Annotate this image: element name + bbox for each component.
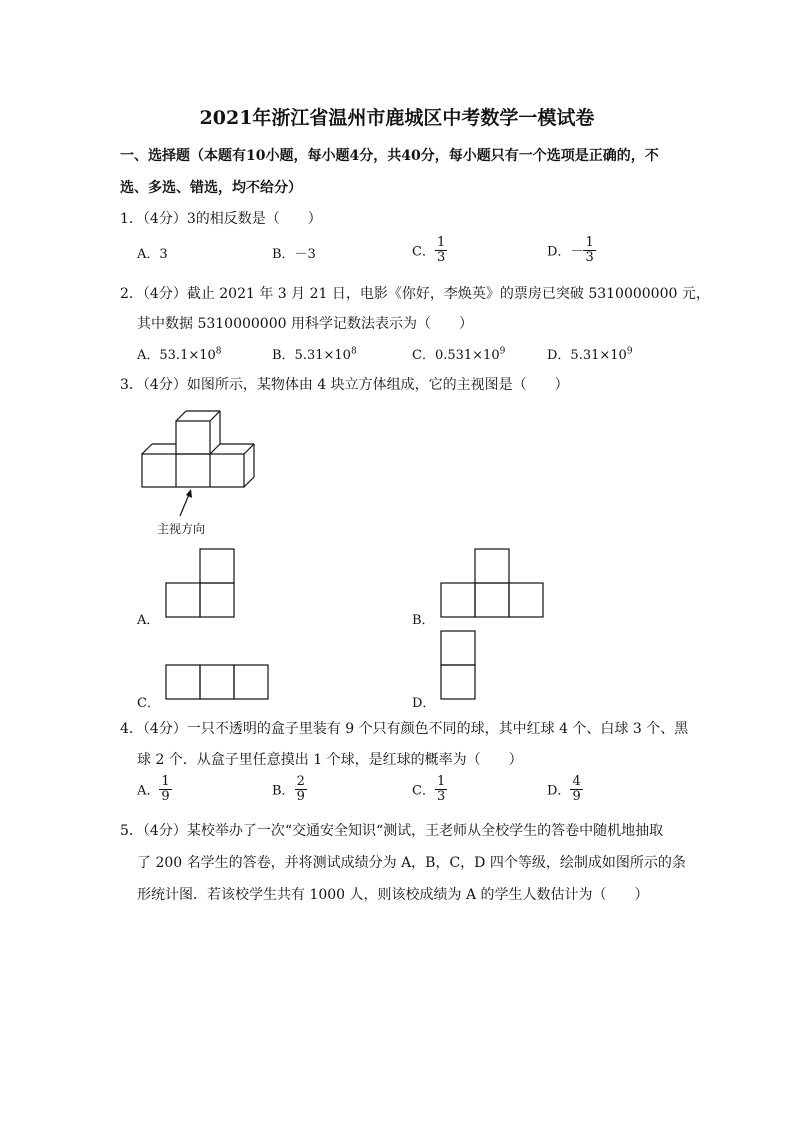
- q1-option-d-label: D．－: [547, 244, 584, 260]
- q4-option-b: [272, 775, 307, 803]
- q4-option-c: [412, 775, 447, 803]
- fraction-numerator: 4: [572, 774, 581, 789]
- exponent: 8: [350, 346, 357, 357]
- q4-option-b-label: B．: [272, 783, 295, 799]
- fraction-denominator: 3: [585, 249, 594, 265]
- q5-line1: 5．（4分）某校举办了一次“交通安全知识“测试，王老师从全校学生的答卷中随机地抽取: [120, 823, 664, 839]
- q4-line1: 4．（4分）一只不透明的盒子里装有 9 个只有颜色不同的球，其中红球 4 个、白球 3 个、黑: [120, 721, 689, 737]
- q1-stem: 1．（4分）3的相反数是（ ）: [120, 211, 322, 227]
- exponent: 9: [626, 346, 633, 357]
- q3-option-c-figure: [165, 664, 271, 702]
- q1-option-c: [412, 236, 447, 264]
- q3-option-c-label: C．: [137, 696, 160, 711]
- q1-option-a: A．3: [137, 247, 168, 262]
- q1-option-c-label: C．: [412, 244, 435, 260]
- exam-title: 2021年浙江省温州市鹿城区中考数学一模试卷: [199, 107, 595, 129]
- q2-option-d-text: D．5.31×10: [547, 348, 627, 363]
- q4-option-a-label: A．: [137, 783, 160, 799]
- q4-option-d-fraction: [570, 775, 582, 803]
- q4-option-b-fraction: [295, 775, 307, 803]
- fraction-numerator: 1: [436, 235, 446, 250]
- view-direction-arrow-icon: [176, 488, 196, 518]
- q3-option-b-figure: [440, 548, 546, 620]
- q3-option-a-figure: [165, 548, 237, 620]
- fraction-numerator: 1: [161, 774, 170, 789]
- q3-stem: 3．（4分）如图所示，某物体由 4 块立方体组成，它的主视图是（ ）: [120, 377, 569, 393]
- fraction-denominator: 9: [572, 788, 581, 804]
- q1-option-d: [547, 236, 596, 264]
- q4-option-c-fraction: [435, 775, 447, 803]
- q1-option-c-fraction: [435, 236, 447, 264]
- q2-line2: 其中数据 5310000000 用科学记数法表示为（ ）: [137, 316, 473, 332]
- fraction-numerator: 1: [436, 774, 446, 789]
- q3-option-d-label: D．: [412, 696, 436, 711]
- q2-option-a-text: A．53.1×10: [137, 348, 216, 363]
- q4-option-a: [137, 775, 172, 803]
- section-heading-line1: 一、选择题（本题有10小题，每小题4分，共40分，每小题只有一个选项是正确的，不: [120, 148, 659, 164]
- fraction-denominator: 3: [436, 249, 446, 265]
- fraction-denominator: 9: [296, 788, 305, 804]
- cube-solid-figure: [140, 405, 265, 495]
- q3-option-d-figure: [440, 630, 478, 702]
- section-heading-line2: 选、多选、错选，均不给分）: [120, 180, 302, 196]
- fraction-numerator: 1: [585, 235, 594, 250]
- fraction-numerator: 2: [296, 774, 305, 789]
- q2-option-b-text: B．5.31×10: [272, 348, 351, 363]
- q2-option-a: [137, 344, 222, 363]
- q2-option-b: [272, 344, 357, 363]
- q4-line2: 球 2 个．从盒子里任意摸出 1 个球，是红球的概率为（ ）: [137, 752, 523, 768]
- q3-option-a-label: A．: [137, 613, 160, 628]
- q2-line1: 2．（4分）截止 2021 年 3 月 21 日，电影《你好，李焕英》的票房已突破 5310000000 元，: [120, 286, 710, 302]
- exponent: 9: [499, 346, 506, 357]
- q5-line2: 了 200 名学生的答卷，并将测试成绩分为 A，B，C，D 四个等级，绘制成如图所示的条: [137, 855, 686, 871]
- q1-option-b: B．－3: [272, 247, 316, 262]
- q4-option-a-fraction: [159, 775, 171, 803]
- q5-line3: 形统计图．若该校学生共有 1000 人，则该校成绩为 A 的学生人数估计为（ ）: [137, 887, 649, 903]
- exponent: 8: [215, 346, 222, 357]
- q4-option-d: [547, 775, 583, 803]
- q1-option-d-fraction: [583, 236, 595, 264]
- q2-option-c-text: C．0.531×10: [412, 348, 500, 363]
- q3-option-b-label: B．: [412, 613, 435, 628]
- q2-option-d: [547, 344, 633, 363]
- fraction-denominator: 3: [436, 788, 446, 804]
- q4-option-d-label: D．: [547, 783, 571, 799]
- view-direction-label: 主视方向: [157, 522, 206, 536]
- fraction-denominator: 9: [161, 788, 170, 804]
- q2-option-c: [412, 344, 505, 363]
- q4-option-c-label: C．: [412, 783, 435, 799]
